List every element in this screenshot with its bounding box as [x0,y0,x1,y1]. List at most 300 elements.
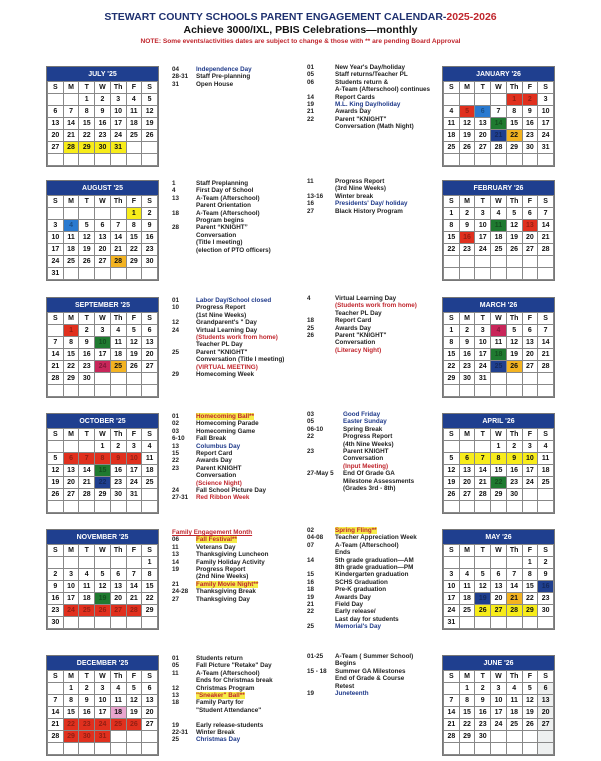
day-cell [538,731,554,743]
month-grid [47,312,158,397]
event-date: 06-10 [307,425,324,433]
day-17: 17 [95,349,111,361]
day-18: 18 [110,349,126,361]
day-10: 10 [475,220,491,232]
day-cell [126,557,142,569]
event-item [172,224,300,254]
weekday-label: Th [506,82,522,94]
day-13: 13 [63,465,79,477]
event-text [196,297,300,304]
day-13: 13 [522,337,538,349]
events-june [307,653,437,697]
day-6: 6 [459,453,475,465]
day-18: 18 [142,465,158,477]
day-cell [491,731,507,743]
day-5: 5 [522,683,538,695]
day-19: 19 [126,349,142,361]
event-date: 19 [307,101,315,109]
day-26: 26 [126,361,142,373]
weekday-label: S [48,82,64,94]
day-10: 10 [95,337,111,349]
day-cell [444,743,460,755]
event-date: 03 [172,427,180,435]
day-20: 20 [459,477,475,489]
day-cell [522,373,538,385]
day-4: 4 [444,106,460,118]
event-line: Winter break [335,192,374,200]
event-text [196,195,300,210]
event-date: 15 [307,571,315,579]
day-18: 18 [459,593,475,605]
day-13: 13 [95,232,111,244]
weekday-label: Th [110,196,126,208]
event-line: Kindergarten graduation [335,571,409,579]
events-may [307,527,437,631]
event-line: Conversation (Math Night) [335,123,414,131]
weekday-label: T [79,82,95,94]
day-11: 11 [142,453,158,465]
day-cell [79,743,95,755]
event-line: "Student Attendance" [196,706,262,714]
day-28: 28 [79,489,95,501]
day-2: 2 [538,557,554,569]
day-10: 10 [48,232,64,244]
pending-event: "Sneaker" Ball** [196,692,245,700]
weekday-label: W [95,545,111,557]
pending-event: Family Movie Night** [196,580,259,588]
event-date: 11 [172,543,179,551]
day-5: 5 [142,94,158,106]
day-cell [444,256,460,268]
day-20: 20 [522,232,538,244]
day-cell [491,385,507,397]
day-cell [506,501,522,513]
day-15: 15 [459,707,475,719]
day-cell [48,154,64,166]
day-7: 7 [63,106,79,118]
event-line: Thanksgiving Break [196,588,256,596]
event-text [335,542,437,557]
day-9: 9 [459,220,475,232]
day-cell [459,154,475,166]
day-9: 9 [459,337,475,349]
event-line: A-Team (Afterschool) [196,209,260,217]
event-line: End of Grade & Course [335,675,405,683]
day-27: 27 [142,719,158,731]
day-cell [522,489,538,501]
weekday-label: F [522,429,538,441]
event-line: End Of Grade GA [343,470,395,478]
page-title [0,11,601,23]
event-text [335,534,437,541]
day-13: 13 [48,118,64,130]
day-cell [63,385,79,397]
day-2: 2 [506,441,522,453]
event-text [196,655,300,662]
day-2: 2 [95,94,111,106]
day-14: 14 [48,707,64,719]
event-text [335,601,437,608]
day-11: 11 [444,118,460,130]
day-11: 11 [126,106,142,118]
day-25: 25 [444,142,460,154]
event-text [196,304,300,319]
day-29: 29 [63,373,79,385]
day-3: 3 [110,94,126,106]
event-date: 22 [307,433,315,441]
event-date: 27-31 [172,494,189,502]
event-date: 02 [172,420,180,428]
event-line: Homecoming Parade [196,420,259,428]
day-26: 26 [95,605,111,617]
day-4: 4 [110,683,126,695]
day-cell [475,256,491,268]
weekday-label: T [475,429,491,441]
day-30: 30 [79,373,95,385]
day-22: 22 [459,719,475,731]
weekday-label: S [444,82,460,94]
event-line: Progress Report [196,566,246,574]
event-text [196,494,300,501]
day-1: 1 [79,94,95,106]
day-cell [491,256,507,268]
day-24: 24 [522,477,538,489]
day-cell [444,557,460,569]
event-line: Early release/ [335,608,376,616]
event-date: 21 [307,108,315,116]
day-30: 30 [110,489,126,501]
weekday-label: S [538,196,554,208]
day-cell [142,385,158,397]
event-text [196,420,300,427]
day-26: 26 [444,489,460,501]
event-line: (1st Nine Weeks) [196,311,247,319]
event-date: 06 [307,78,315,86]
event-item [307,200,437,207]
day-23: 23 [459,361,475,373]
event-line: A-Team (Afterschool) [196,669,260,677]
day-30: 30 [522,142,538,154]
event-text [343,470,437,492]
day-11: 11 [110,695,126,707]
event-line: Conversation [335,339,376,347]
day-10: 10 [475,337,491,349]
event-date: 12 [172,684,180,692]
day-cell [79,268,95,280]
event-line: Family Party for [196,699,244,707]
day-3: 3 [126,441,142,453]
day-6: 6 [142,325,158,337]
day-19: 19 [142,118,158,130]
event-text [335,623,437,630]
day-cell [48,325,64,337]
month-grid [47,544,158,629]
event-line: (election of PTO officers) [196,246,271,254]
event-item [307,295,437,317]
day-cell [142,617,158,629]
weekday-label: T [475,82,491,94]
event-text [196,722,300,729]
day-27: 27 [522,361,538,373]
event-date: 1 [172,180,176,187]
day-20: 20 [110,593,126,605]
event-date: 05 [307,418,315,426]
event-line: Teacher Appreciation Week [335,534,417,542]
day-19: 19 [506,232,522,244]
event-text [196,327,300,349]
event-item [172,685,300,692]
day-13: 13 [142,695,158,707]
day-cell [459,501,475,513]
day-cell [63,743,79,755]
weekday-label: S [142,82,158,94]
event-text [335,295,437,317]
day-8: 8 [444,337,460,349]
day-cell [459,441,475,453]
day-23: 23 [538,593,554,605]
day-27: 27 [522,244,538,256]
day-31: 31 [475,373,491,385]
event-line: Begins [335,660,356,668]
day-1: 1 [142,557,158,569]
event-line: Progress Report [196,304,246,312]
day-31: 31 [110,142,126,154]
month-header: APRIL '26 [443,414,554,428]
event-line: Grandparent's " Day [196,319,257,327]
day-cell [126,743,142,755]
event-line: Ends for Christmas break [196,677,273,685]
day-23: 23 [506,477,522,489]
event-line: M.L. King Day/holiday [335,101,401,109]
event-text [196,551,300,558]
day-cell [475,743,491,755]
event-line [196,413,300,420]
event-line: (Students work from home) [196,334,278,342]
weekday-label: S [48,545,64,557]
event-line: Fall Picture "Retake" Day [196,662,272,670]
day-cell [538,501,554,513]
event-text [335,116,437,131]
day-cell [522,731,538,743]
day-5: 5 [79,220,95,232]
day-30: 30 [506,489,522,501]
event-date: 21 [172,580,180,588]
event-date: 25 [307,623,315,631]
event-text [335,579,437,586]
day-5: 5 [506,325,522,337]
event-line: A-Team (Afterschool) continues [335,86,431,94]
day-9: 9 [142,220,158,232]
weekday-label: F [126,545,142,557]
event-date: 23 [172,464,180,472]
event-text [196,662,300,669]
event-date: 18 [172,699,180,707]
day-12: 12 [444,465,460,477]
event-text [335,108,437,115]
day-cell [538,617,554,629]
event-date: 14 [307,93,315,101]
event-line: Open House [196,80,234,88]
event-line: Milestone Assessments [343,477,415,485]
day-cell [126,385,142,397]
day-cell [491,743,507,755]
weekday-label: W [491,313,507,325]
calendar-september [46,297,159,398]
day-29: 29 [95,489,111,501]
day-10: 10 [63,581,79,593]
day-21: 21 [110,244,126,256]
weekday-label: W [491,545,507,557]
day-29: 29 [142,605,158,617]
weekday-label: W [95,671,111,683]
day-7: 7 [110,220,126,232]
event-item [172,566,300,581]
event-date: 15 [172,450,180,458]
event-line: Report Card [335,317,372,325]
event-line [196,714,300,721]
event-item [172,349,300,371]
day-6: 6 [110,569,126,581]
weekday-label: W [491,82,507,94]
day-14: 14 [475,465,491,477]
pending-event: Homecoming Ball** [196,413,255,420]
day-cell [48,94,64,106]
day-29: 29 [459,731,475,743]
day-3: 3 [522,441,538,453]
day-29: 29 [126,256,142,268]
day-16: 16 [459,232,475,244]
event-date: 4 [172,187,176,195]
day-22: 22 [79,130,95,142]
day-4: 4 [63,220,79,232]
day-24: 24 [126,477,142,489]
event-text [335,653,437,668]
weekday-label: F [522,313,538,325]
weekday-label: Th [506,196,522,208]
day-cell [142,142,158,154]
day-2: 2 [48,569,64,581]
day-cell [79,385,95,397]
event-line: Conversation [196,472,237,480]
event-item [307,594,437,601]
day-22: 22 [444,244,460,256]
day-6: 6 [142,683,158,695]
event-date: 01 [172,413,180,420]
event-date: 11 [172,669,179,677]
event-item [307,623,437,630]
event-date: 27 [307,207,315,215]
weekday-label: Th [110,313,126,325]
calendar-january [442,66,555,167]
weekday-label: S [444,196,460,208]
day-cell [538,268,554,280]
event-line: 5th grade graduation—AM [335,556,414,564]
day-25: 25 [126,130,142,142]
weekday-label: F [522,196,538,208]
event-line: Last day for students [335,615,399,623]
event-date: 01 [172,655,180,662]
event-text [196,596,300,603]
event-line: Teacher PL Day [196,341,243,349]
event-text [335,571,437,578]
calendar-march [442,297,555,398]
event-text [335,608,437,623]
event-item [172,443,300,450]
day-3: 3 [95,683,111,695]
month-header: AUGUST '25 [47,181,158,195]
event-text [196,371,300,378]
calendar-november [46,529,159,630]
day-28: 28 [475,489,491,501]
day-cell [110,731,126,743]
event-line: (2nd Nine Weeks) [196,573,249,581]
weekday-label: T [475,545,491,557]
event-line [196,536,300,543]
weekday-label: Th [506,429,522,441]
event-line: Thanksgiving Luncheon [196,551,269,559]
day-5: 5 [48,453,64,465]
day-cell [459,557,475,569]
day-cell [63,441,79,453]
day-16: 16 [79,707,95,719]
event-line: Awards Day [335,593,371,601]
event-line: Conversation [196,231,237,239]
day-8: 8 [79,106,95,118]
day-cell [522,268,538,280]
day-14: 14 [444,707,460,719]
day-7: 7 [475,453,491,465]
day-12: 12 [459,118,475,130]
day-22: 22 [95,477,111,489]
day-cell [95,154,111,166]
day-28: 28 [48,731,64,743]
event-line: (Literacy Night) [335,346,382,354]
day-cell [444,268,460,280]
day-3: 3 [63,569,79,581]
month-grid [443,195,554,280]
day-cell [95,743,111,755]
day-23: 23 [95,130,111,142]
event-text [196,559,300,566]
day-11: 11 [491,337,507,349]
event-item [172,581,300,588]
day-17: 17 [110,118,126,130]
day-25: 25 [63,256,79,268]
day-cell [142,268,158,280]
event-item [307,317,437,324]
day-25: 25 [491,361,507,373]
event-line: (Title I meeting) [196,239,243,247]
event-text [196,73,300,80]
weekday-label: S [142,196,158,208]
event-date: 19 [307,593,315,601]
day-4: 4 [79,569,95,581]
day-2: 2 [142,208,158,220]
event-item [172,420,300,427]
event-item [172,66,300,73]
day-26: 26 [142,130,158,142]
calendar-august [46,180,159,281]
day-1: 1 [459,683,475,695]
weekday-label: S [538,313,554,325]
day-1: 1 [506,94,522,106]
day-13: 13 [491,581,507,593]
day-3: 3 [538,94,554,106]
day-cell [48,743,64,755]
day-cell [506,557,522,569]
day-7: 7 [126,569,142,581]
event-line: (VIRTUAL MEETING) [196,363,258,371]
